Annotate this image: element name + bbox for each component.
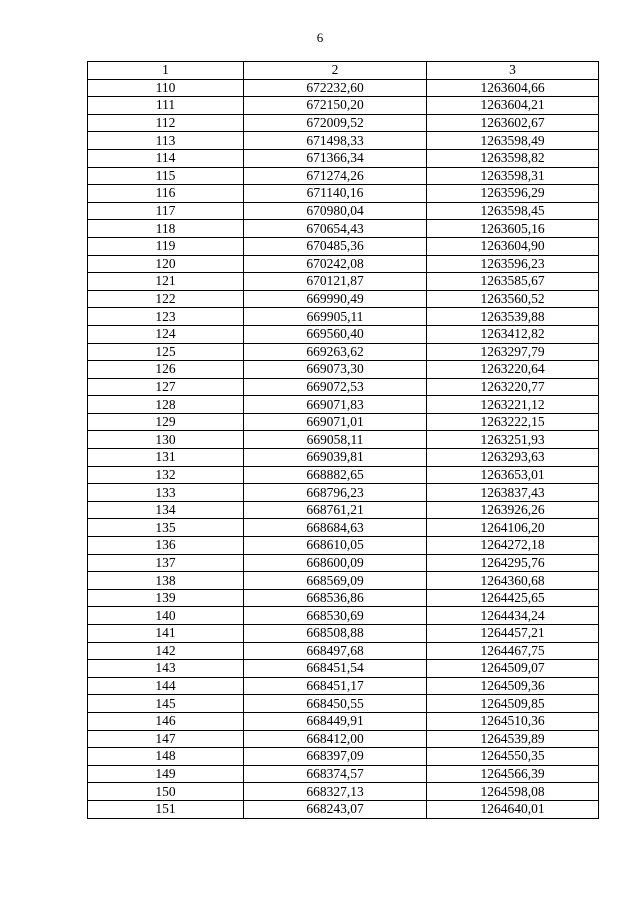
- point-number-cell: 139: [88, 589, 244, 607]
- x-coordinate-cell: 669071,83: [244, 396, 427, 414]
- x-coordinate-cell: 668530,69: [244, 607, 427, 625]
- table-row: [88, 800, 599, 818]
- y-coordinate-cell: 1264509,36: [427, 677, 599, 695]
- y-coordinate-cell: 1264467,75: [427, 642, 599, 660]
- y-coordinate-cell: 1263221,12: [427, 396, 599, 414]
- y-coordinate-cell: 1264425,65: [427, 589, 599, 607]
- point-number-cell: 134: [88, 501, 244, 519]
- table-row: [88, 308, 599, 326]
- x-coordinate-cell: 670654,43: [244, 220, 427, 238]
- table-row: [88, 607, 599, 625]
- point-number-cell: 115: [88, 167, 244, 185]
- y-coordinate-cell: 1263297,79: [427, 343, 599, 361]
- y-coordinate-cell: 1264550,35: [427, 748, 599, 766]
- table-row: [88, 273, 599, 291]
- x-coordinate-cell: 669058,11: [244, 431, 427, 449]
- table-row: [88, 220, 599, 238]
- y-coordinate-cell: 1264510,36: [427, 712, 599, 730]
- y-coordinate-cell: 1263604,66: [427, 79, 599, 97]
- y-coordinate-cell: 1264360,68: [427, 572, 599, 590]
- x-coordinate-cell: 669073,30: [244, 361, 427, 379]
- point-number-cell: 113: [88, 132, 244, 150]
- point-number-cell: 132: [88, 466, 244, 484]
- x-coordinate-cell: 669560,40: [244, 325, 427, 343]
- point-number-cell: 141: [88, 625, 244, 643]
- x-coordinate-cell: 669039,81: [244, 449, 427, 467]
- table-row: [88, 378, 599, 396]
- point-number-cell: 116: [88, 185, 244, 203]
- table-row: [88, 695, 599, 713]
- point-number-cell: 149: [88, 765, 244, 783]
- x-coordinate-cell: 669072,53: [244, 378, 427, 396]
- point-number-cell: 148: [88, 748, 244, 766]
- table-header-row: [88, 62, 599, 80]
- x-coordinate-cell: 668882,65: [244, 466, 427, 484]
- x-coordinate-cell: 668397,09: [244, 748, 427, 766]
- y-coordinate-cell: 1263604,90: [427, 237, 599, 255]
- point-number-cell: 131: [88, 449, 244, 467]
- point-number-cell: 117: [88, 202, 244, 220]
- y-coordinate-cell: 1264509,07: [427, 660, 599, 678]
- point-number-cell: 138: [88, 572, 244, 590]
- table-row: [88, 132, 599, 150]
- point-number-cell: 127: [88, 378, 244, 396]
- y-coordinate-cell: 1263539,88: [427, 308, 599, 326]
- y-coordinate-cell: 1264598,08: [427, 783, 599, 801]
- y-coordinate-cell: 1264106,20: [427, 519, 599, 537]
- point-number-cell: 125: [88, 343, 244, 361]
- table-row: [88, 343, 599, 361]
- table-row: [88, 730, 599, 748]
- y-coordinate-cell: 1263222,15: [427, 413, 599, 431]
- point-number-cell: 110: [88, 79, 244, 97]
- point-number-cell: 142: [88, 642, 244, 660]
- point-number-cell: 147: [88, 730, 244, 748]
- y-coordinate-cell: 1263412,82: [427, 325, 599, 343]
- point-number-cell: 121: [88, 273, 244, 291]
- y-coordinate-cell: 1263585,67: [427, 273, 599, 291]
- table-row: [88, 748, 599, 766]
- table-row: [88, 519, 599, 537]
- y-coordinate-cell: 1264457,21: [427, 625, 599, 643]
- point-number-cell: 136: [88, 537, 244, 555]
- x-coordinate-cell: 671498,33: [244, 132, 427, 150]
- y-coordinate-cell: 1264509,85: [427, 695, 599, 713]
- table-row: [88, 114, 599, 132]
- point-number-cell: 123: [88, 308, 244, 326]
- y-coordinate-cell: 1263837,43: [427, 484, 599, 502]
- y-coordinate-cell: 1263220,64: [427, 361, 599, 379]
- table-row: [88, 660, 599, 678]
- table-body: [88, 79, 599, 818]
- column-header-3: 3: [427, 62, 599, 80]
- point-number-cell: 143: [88, 660, 244, 678]
- table-row: [88, 484, 599, 502]
- y-coordinate-cell: 1264295,76: [427, 554, 599, 572]
- point-number-cell: 151: [88, 800, 244, 818]
- x-coordinate-cell: 672232,60: [244, 79, 427, 97]
- x-coordinate-cell: 671140,16: [244, 185, 427, 203]
- y-coordinate-cell: 1263602,67: [427, 114, 599, 132]
- x-coordinate-cell: 669905,11: [244, 308, 427, 326]
- table-row: [88, 237, 599, 255]
- table-row: [88, 712, 599, 730]
- x-coordinate-cell: 669990,49: [244, 290, 427, 308]
- table-row: [88, 361, 599, 379]
- point-number-cell: 150: [88, 783, 244, 801]
- table-row: [88, 537, 599, 555]
- y-coordinate-cell: 1263604,21: [427, 97, 599, 115]
- point-number-cell: 133: [88, 484, 244, 502]
- x-coordinate-cell: 668569,09: [244, 572, 427, 590]
- y-coordinate-cell: 1264640,01: [427, 800, 599, 818]
- point-number-cell: 118: [88, 220, 244, 238]
- table-row: [88, 255, 599, 273]
- y-coordinate-cell: 1263598,31: [427, 167, 599, 185]
- point-number-cell: 145: [88, 695, 244, 713]
- x-coordinate-cell: 671274,26: [244, 167, 427, 185]
- point-number-cell: 140: [88, 607, 244, 625]
- column-header-2: 2: [244, 62, 427, 80]
- y-coordinate-cell: 1264272,18: [427, 537, 599, 555]
- table-row: [88, 413, 599, 431]
- x-coordinate-cell: 668684,63: [244, 519, 427, 537]
- table-row: [88, 202, 599, 220]
- table-row: [88, 449, 599, 467]
- x-coordinate-cell: 669071,01: [244, 413, 427, 431]
- x-coordinate-cell: 672150,20: [244, 97, 427, 115]
- x-coordinate-cell: 668600,09: [244, 554, 427, 572]
- table-row: [88, 677, 599, 695]
- table-row: [88, 79, 599, 97]
- y-coordinate-cell: 1263926,26: [427, 501, 599, 519]
- table-row: [88, 396, 599, 414]
- point-number-cell: 130: [88, 431, 244, 449]
- x-coordinate-cell: 668451,17: [244, 677, 427, 695]
- table-row: [88, 290, 599, 308]
- table-row: [88, 325, 599, 343]
- x-coordinate-cell: 668243,07: [244, 800, 427, 818]
- y-coordinate-cell: 1263596,23: [427, 255, 599, 273]
- x-coordinate-cell: 668497,68: [244, 642, 427, 660]
- y-coordinate-cell: 1263598,49: [427, 132, 599, 150]
- x-coordinate-cell: 668327,13: [244, 783, 427, 801]
- x-coordinate-cell: 668374,57: [244, 765, 427, 783]
- coordinates-table: [87, 61, 599, 819]
- point-number-cell: 135: [88, 519, 244, 537]
- y-coordinate-cell: 1263220,77: [427, 378, 599, 396]
- x-coordinate-cell: 668796,23: [244, 484, 427, 502]
- table-row: [88, 642, 599, 660]
- page-number: 6: [316, 30, 324, 45]
- x-coordinate-cell: 670121,87: [244, 273, 427, 291]
- table-row: [88, 97, 599, 115]
- point-number-cell: 126: [88, 361, 244, 379]
- point-number-cell: 124: [88, 325, 244, 343]
- table-row: [88, 431, 599, 449]
- x-coordinate-cell: 668761,21: [244, 501, 427, 519]
- point-number-cell: 129: [88, 413, 244, 431]
- x-coordinate-cell: 670242,08: [244, 255, 427, 273]
- y-coordinate-cell: 1263598,82: [427, 149, 599, 167]
- y-coordinate-cell: 1264566,39: [427, 765, 599, 783]
- x-coordinate-cell: 668508,88: [244, 625, 427, 643]
- point-number-cell: 120: [88, 255, 244, 273]
- point-number-cell: 122: [88, 290, 244, 308]
- x-coordinate-cell: 671366,34: [244, 149, 427, 167]
- x-coordinate-cell: 670980,04: [244, 202, 427, 220]
- table-row: [88, 554, 599, 572]
- table-row: [88, 149, 599, 167]
- table-row: [88, 167, 599, 185]
- y-coordinate-cell: 1263653,01: [427, 466, 599, 484]
- table-row: [88, 501, 599, 519]
- point-number-cell: 128: [88, 396, 244, 414]
- x-coordinate-cell: 668412,00: [244, 730, 427, 748]
- table-row: [88, 625, 599, 643]
- y-coordinate-cell: 1264539,89: [427, 730, 599, 748]
- table-row: [88, 589, 599, 607]
- y-coordinate-cell: 1264434,24: [427, 607, 599, 625]
- y-coordinate-cell: 1263598,45: [427, 202, 599, 220]
- y-coordinate-cell: 1263596,29: [427, 185, 599, 203]
- table-row: [88, 466, 599, 484]
- y-coordinate-cell: 1263560,52: [427, 290, 599, 308]
- point-number-cell: 137: [88, 554, 244, 572]
- y-coordinate-cell: 1263251,93: [427, 431, 599, 449]
- y-coordinate-cell: 1263293,63: [427, 449, 599, 467]
- table-row: [88, 572, 599, 590]
- table-row: [88, 185, 599, 203]
- table-row: [88, 783, 599, 801]
- table-row: [88, 765, 599, 783]
- point-number-cell: 144: [88, 677, 244, 695]
- x-coordinate-cell: 669263,62: [244, 343, 427, 361]
- x-coordinate-cell: 668450,55: [244, 695, 427, 713]
- y-coordinate-cell: 1263605,16: [427, 220, 599, 238]
- x-coordinate-cell: 670485,36: [244, 237, 427, 255]
- x-coordinate-cell: 668610,05: [244, 537, 427, 555]
- point-number-cell: 112: [88, 114, 244, 132]
- x-coordinate-cell: 672009,52: [244, 114, 427, 132]
- column-header-1: 1: [88, 62, 244, 80]
- point-number-cell: 114: [88, 149, 244, 167]
- point-number-cell: 119: [88, 237, 244, 255]
- x-coordinate-cell: 668451,54: [244, 660, 427, 678]
- x-coordinate-cell: 668536,86: [244, 589, 427, 607]
- x-coordinate-cell: 668449,91: [244, 712, 427, 730]
- point-number-cell: 111: [88, 97, 244, 115]
- point-number-cell: 146: [88, 712, 244, 730]
